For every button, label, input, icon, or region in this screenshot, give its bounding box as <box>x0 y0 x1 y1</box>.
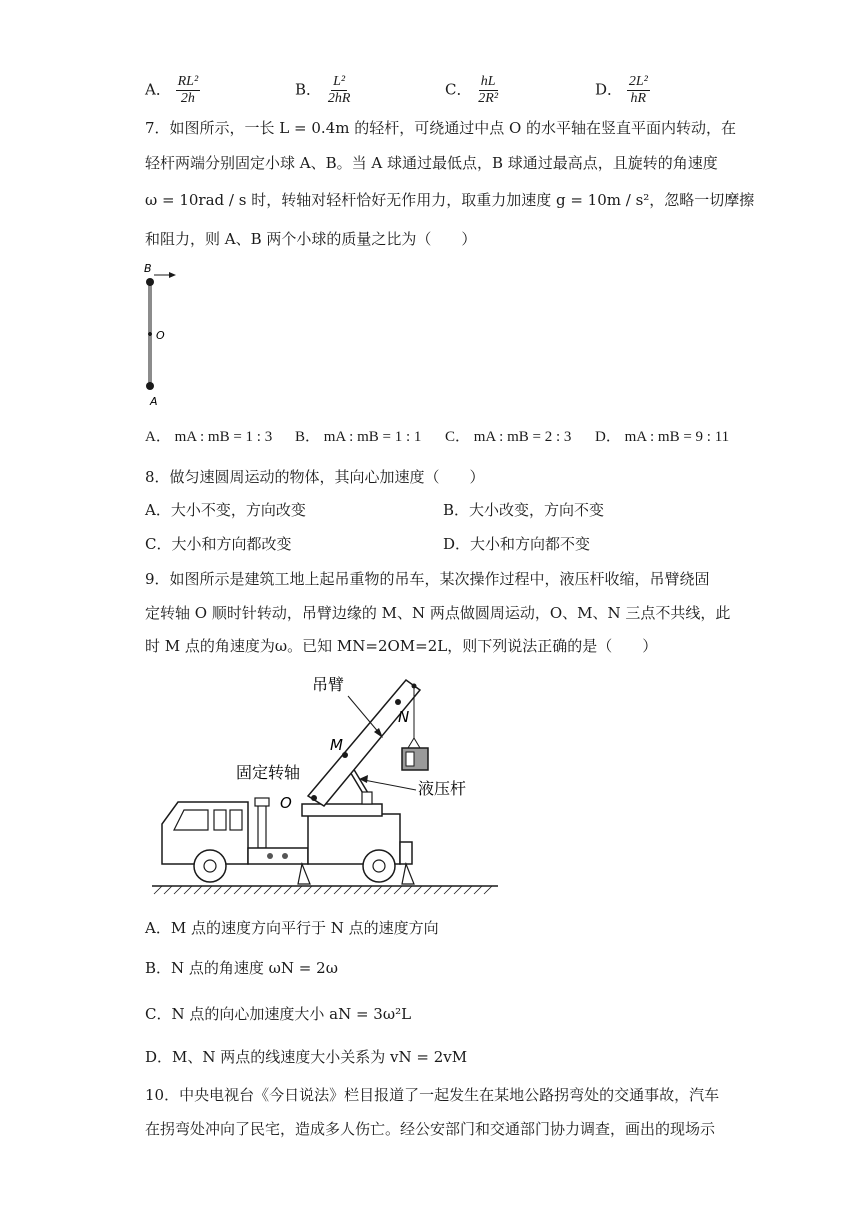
q7-rod-figure <box>138 258 188 410</box>
option-label: A． <box>145 80 171 99</box>
label-n: N <box>398 708 410 726</box>
label-boom: 吊臂 <box>312 675 345 694</box>
option-label: D． <box>595 80 623 99</box>
label-hydraulic-rod: 液压杆 <box>418 779 467 798</box>
fraction <box>176 74 201 107</box>
ground-hatching <box>154 886 492 894</box>
q7-line-3: ω = 10rad / s 时，转轴对轻杆恰好无作用力，取重力加速度 g = 10m / s²，忽略一切摩擦 <box>145 191 755 209</box>
label-o: O <box>156 329 165 342</box>
fraction <box>476 74 500 107</box>
option-label: B． <box>295 80 322 99</box>
numerator: 2L² <box>628 74 648 89</box>
cab-window-rear <box>230 810 242 830</box>
q9-crane-figure <box>148 664 508 896</box>
q10-line-2: 在拐弯处冲向了民宅，造成多人伤亡。经公安部门和交通部门协力调查，画出的现场示 <box>145 1120 716 1138</box>
load-hook <box>408 738 420 748</box>
q9-option-a: A．M 点的速度方向平行于 N 点的速度方向 <box>145 919 439 937</box>
load-box-window <box>406 752 414 766</box>
q8-stem: 8．做匀速圆周运动的物体，其向心加速度（ ） <box>145 468 485 486</box>
cab-window-mid <box>214 810 226 830</box>
q9-line-2: 定转轴 O 顺时针转动，吊臂边缘的 M、N 两点做圆周运动，O、M、N 三点不共线，此 <box>145 604 731 622</box>
boom-label-arrow <box>348 696 380 734</box>
crane-base <box>302 804 382 816</box>
rod-label-arrow <box>364 780 416 790</box>
exhaust-pipe <box>258 804 266 848</box>
numerator: hL <box>480 74 496 89</box>
q8-option-a: A．大小不变，方向改变 <box>145 501 306 519</box>
q9-option-c: C．N 点的向心加速度大小 aN = 3ω²L <box>145 1005 412 1023</box>
front-wheel-hub <box>204 860 216 872</box>
q9-line-3: 时 M 点的角速度为ω。已知 MN=2OM=2L，则下列说法正确的是（ ） <box>145 637 658 655</box>
arrow-head <box>169 272 176 278</box>
q7-option-b: B． mA : mB = 1 : 1 <box>295 429 422 445</box>
outrigger-left <box>298 864 310 884</box>
ball-a <box>146 382 154 390</box>
point-n <box>395 699 401 705</box>
fraction <box>326 74 353 107</box>
q6-option-a <box>145 74 200 107</box>
label-m: M <box>330 736 343 754</box>
option-label: C． <box>445 80 472 99</box>
chassis-bolt <box>267 853 273 859</box>
q7-line-4: 和阻力，则 A、B 两个小球的质量之比为（ ） <box>145 230 477 248</box>
denominator: 2hR <box>327 91 351 106</box>
chassis-bolt <box>282 853 288 859</box>
q6-option-b <box>295 74 352 107</box>
outrigger-right <box>402 864 414 884</box>
q6-option-c <box>445 74 500 107</box>
pivot-o <box>148 332 152 336</box>
q6-option-d <box>595 74 650 107</box>
label-o: O <box>280 794 292 812</box>
exhaust-cap <box>255 798 269 806</box>
truck-tail <box>400 842 412 864</box>
q9-line-1: 9．如图所示是建筑工地上起吊重物的吊车，某次操作过程中，液压杆收缩，吊臂绕固 <box>145 570 710 588</box>
denominator: 2R² <box>478 91 499 106</box>
label-fixed-axis: 固定转轴 <box>236 763 301 782</box>
q8-option-d: D．大小和方向都不变 <box>443 535 591 553</box>
q9-option-b: B．N 点的角速度 ωN = 2ω <box>145 959 338 977</box>
denominator: 2h <box>180 91 195 106</box>
ball-b <box>146 278 154 286</box>
fraction <box>627 74 650 107</box>
q8-option-c: C．大小和方向都改变 <box>145 535 292 553</box>
q7-option-c: C． mA : mB = 2 : 3 <box>445 429 572 445</box>
q8-option-b: B．大小改变，方向不变 <box>443 501 605 519</box>
hydraulic-cylinder <box>362 792 372 804</box>
pivot-o-point <box>311 795 317 801</box>
q10-line-1: 10．中央电视台《今日说法》栏目报道了一起发生在某地公路拐弯处的交通事故，汽车 <box>145 1086 720 1104</box>
label-b: B <box>144 262 152 275</box>
q7-line-2: 轻杆两端分别固定小球 A、B。当 A 球通过最低点，B 球通过最高点，且旋转的角速度 <box>145 154 718 172</box>
numerator: L² <box>333 74 346 89</box>
q7-option-a: A． mA : mB = 1 : 3 <box>145 429 273 445</box>
label-a: A <box>150 395 158 408</box>
q7-option-d: D． mA : mB = 9 : 11 <box>595 429 730 445</box>
rear-wheel-hub <box>373 860 385 872</box>
q7-line-1: 7．如图所示，一长 L = 0.4m 的轻杆，可绕通过中点 O 的水平轴在竖直平面内转动，在 <box>145 119 737 137</box>
numerator: RL² <box>177 74 199 89</box>
denominator: hR <box>630 91 647 106</box>
q9-option-d: D．M、N 两点的线速度大小关系为 vN = 2vM <box>145 1048 468 1066</box>
chassis-link <box>248 848 308 864</box>
